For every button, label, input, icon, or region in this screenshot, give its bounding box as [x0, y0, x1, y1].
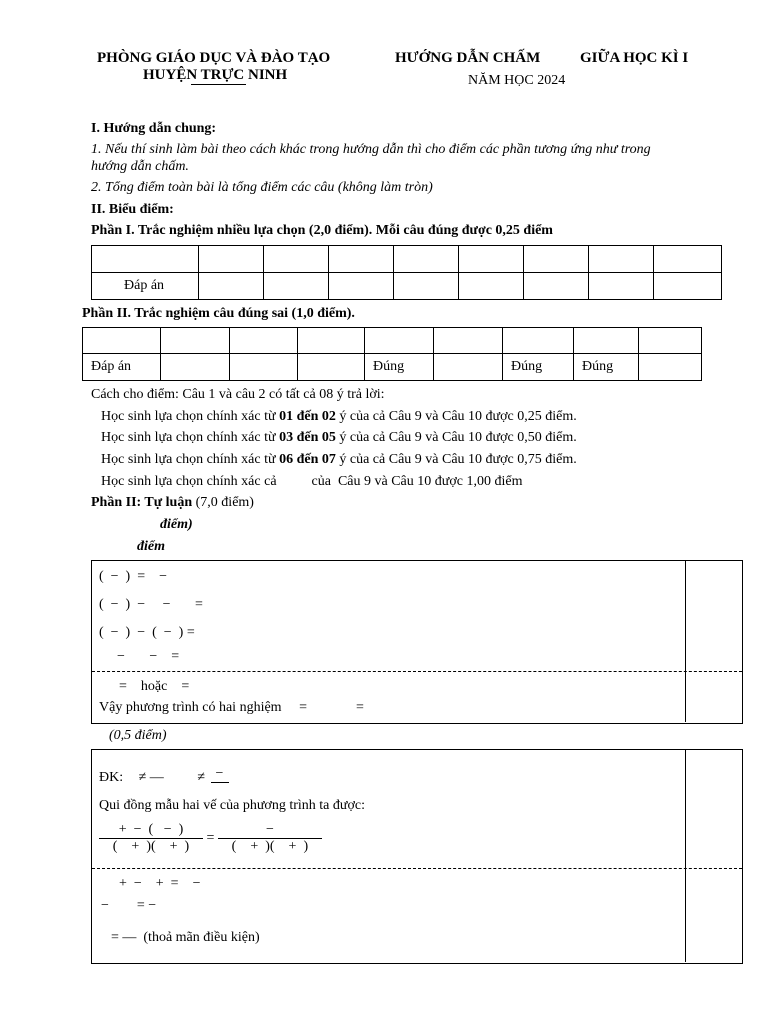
doc-title: HƯỚNG DẪN CHẤM [395, 50, 541, 66]
part1-table [91, 245, 722, 300]
school-year: NĂM HỌC 2024 [468, 73, 566, 88]
general-item-1: 1. Nếu thí sinh làm bài theo cách khác trong hướng dẫn thì cho điểm các phần tương ứng như trong [91, 142, 651, 157]
part2-answer [161, 354, 230, 381]
points-column [685, 749, 686, 962]
rule-line: Học sinh lựa chọn chính xác từ 03 đến 05 ý của cả Câu 9 và Câu 10 được 0,50 điểm. [101, 430, 577, 445]
sub-points: điểm) [160, 517, 193, 532]
general-heading: I. Hướng dẫn chung: [91, 121, 217, 136]
solution-line: = — (thoả mãn điều kiện) [111, 930, 260, 945]
scoring-heading: II. Biểu điểm: [91, 202, 174, 217]
math-line: − − = [117, 649, 180, 664]
part2-answer [230, 354, 298, 381]
general-item-1-cont: hướng dẫn chấm. [91, 159, 189, 174]
part2-answer: Đúng [365, 354, 434, 381]
part2-answer [639, 354, 702, 381]
dashed-divider [92, 868, 742, 869]
part2-table [82, 327, 702, 381]
exam-name: GIỮA HỌC KÌ I [580, 50, 689, 66]
rule-line: Học sinh lựa chọn chính xác từ 01 đến 02 ý của cả Câu 9 và Câu 10 được 0,25 điểm. [101, 409, 577, 424]
points-note: (0,5 điểm) [109, 728, 167, 743]
sub-points: điểm [137, 539, 165, 554]
part2-answer: Đúng [503, 354, 574, 381]
part2-answer: Đúng [574, 354, 639, 381]
part1-row-label: Đáp án [92, 273, 199, 300]
math-line: + − + = − [119, 876, 201, 891]
conclusion-line: Vậy phương trình có hai nghiệm = = [99, 700, 364, 715]
common-denominator-text: Qui đồng mẫu hai vế của phương trình ta được: [99, 798, 365, 813]
condition-line: ĐK: ≠ — ≠ − [99, 766, 229, 786]
points-column [685, 560, 686, 722]
math-line: = hoặc = [119, 679, 190, 694]
rule-line: Học sinh lựa chọn chính xác từ 06 đến 07 ý của cả Câu 9 và Câu 10 được 0,75 điểm. [101, 452, 577, 467]
part3-title: Phần II: Tự luận (7,0 điểm) [91, 495, 254, 510]
rule-line: Học sinh lựa chọn chính xác cả của Câu 9 và Câu 10 được 1,00 điểm [101, 474, 523, 489]
math-line: ( − ) − ( − ) = [99, 625, 195, 640]
math-line: ( − ) − − = [99, 597, 203, 612]
math-line: − = − [101, 898, 157, 913]
header-underline [191, 84, 246, 85]
district-name: HUYỆN TRỰC NINH [143, 67, 288, 83]
part2-answer [298, 354, 365, 381]
part2-row-label: Đáp án [83, 354, 161, 381]
part2-title: Phần II. Trắc nghiệm câu đúng sai (1,0 điểm). [82, 306, 355, 321]
part2-answer [434, 354, 503, 381]
dept-name: PHÒNG GIÁO DỤC VÀ ĐÀO TẠO [97, 50, 331, 66]
dashed-divider [92, 671, 742, 672]
fraction-equation: $\frac{+ - ( - )}{( + )( + )}$ = $\frac{-}{( + )( + )}$ [99, 822, 322, 855]
part1-title: Phần I. Trắc nghiệm nhiều lựa chọn (2,0 điểm). Mỗi câu đúng được 0,25 điểm [91, 223, 553, 238]
rule-intro: Cách cho điểm: Câu 1 và câu 2 có tất cả 08 ý trả lời: [91, 387, 385, 402]
general-item-2: 2. Tổng điểm toàn bài là tổng điểm các câu (không làm tròn) [91, 180, 433, 195]
math-line: ( − ) = − [99, 569, 168, 584]
